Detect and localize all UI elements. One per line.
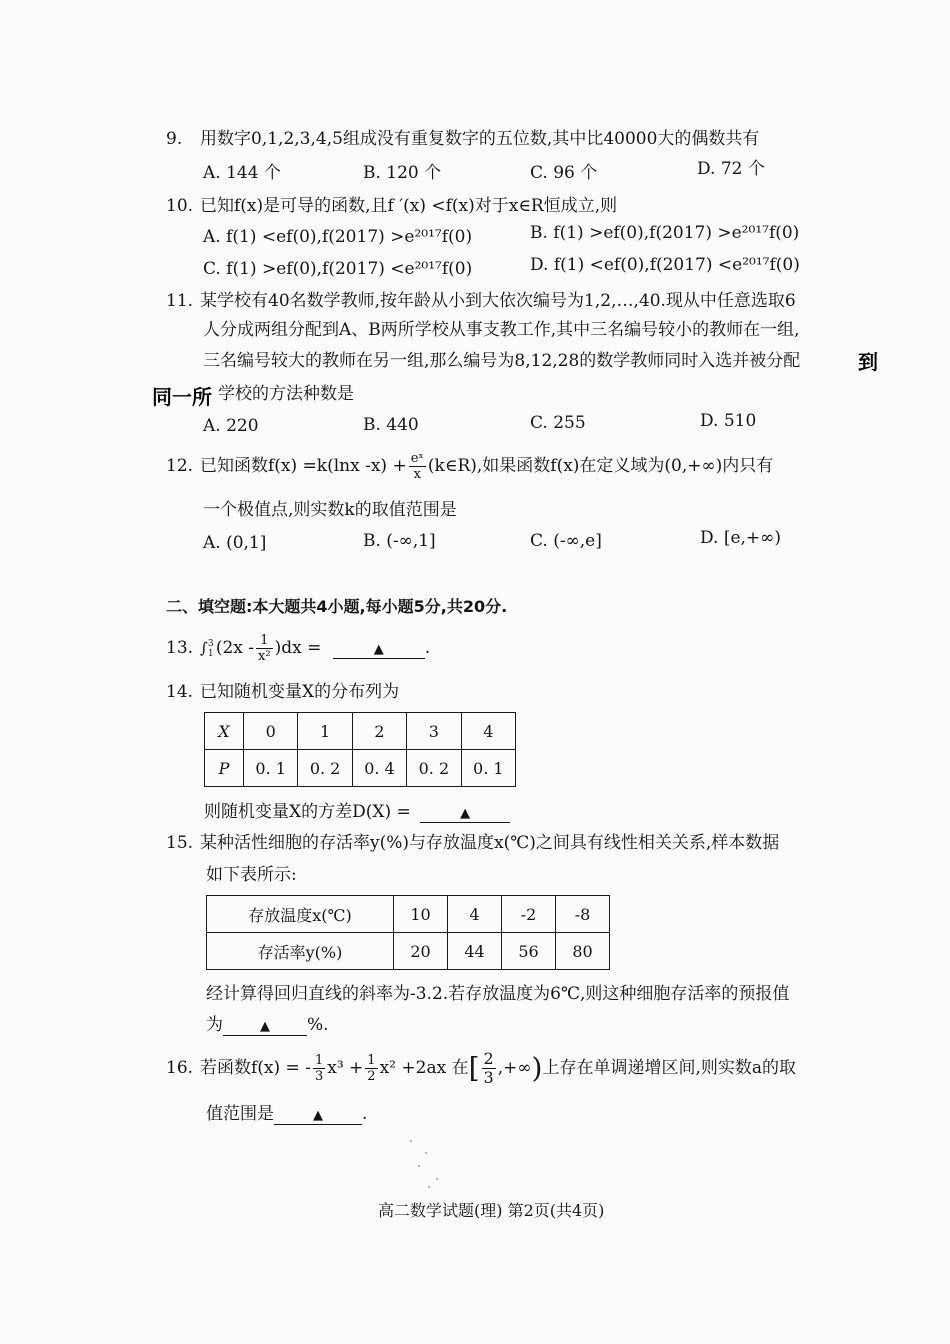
question-number: 9. (166, 129, 183, 149)
table-cell: X (205, 713, 244, 750)
fraction-numerator: 2 (483, 1049, 494, 1068)
integral-limits (208, 639, 216, 659)
question-text: x² +2ax 在 (379, 1058, 469, 1078)
option-c: C. 96 个 (530, 163, 598, 183)
option-a: A. 144 个 (203, 163, 281, 183)
question-text-line-4: 学校的方法种数是 (218, 384, 354, 404)
answer-blank[interactable]: ▲ (223, 1019, 307, 1036)
option-a: A. f(1) <ef(0),f(2017) >e²⁰¹⁷f(0) (203, 227, 473, 247)
table-cell: 0. 1 (244, 750, 298, 787)
question-text-line-2: 如下表所示: (206, 865, 297, 885)
question-text: 为 (206, 1015, 223, 1035)
fraction (313, 1053, 325, 1084)
option-c: C. f(1) >ef(0),f(2017) <e²⁰¹⁷f(0) (203, 259, 473, 279)
handwritten-annotation: 到 (858, 350, 878, 374)
question-11 (166, 290, 796, 312)
fraction-denominator: 3 (483, 1068, 494, 1087)
question-number: 14. (166, 682, 194, 702)
question-text-line-3: 经计算得回归直线的斜率为-3.2.若存放温度为6℃,则这种细胞存活率的预报值 (206, 984, 790, 1004)
fraction-denominator: x² (258, 649, 271, 664)
fraction (365, 1053, 377, 1084)
question-number: 12. (166, 456, 194, 476)
question-10 (166, 195, 617, 217)
fraction (409, 451, 426, 482)
period: . (424, 638, 431, 658)
table-cell: 3 (407, 713, 461, 750)
question-text-line-3: 三名编号较大的教师在另一组,那么编号为8,12,28的数学教师同时入选并被分配 (203, 351, 801, 371)
table-row (205, 750, 516, 787)
question-number: 13. (166, 638, 194, 658)
fraction-numerator: 1 (256, 633, 273, 649)
question-text: 已知f(x)是可导的函数,且f ′(x) <f(x)对于x∈R恒成立,则 (200, 196, 618, 216)
table-row (207, 896, 610, 933)
table-cell: 1 (298, 713, 352, 750)
fraction-numerator: eˣ (410, 451, 424, 466)
question-number: 16. (166, 1058, 194, 1078)
question-text: %. (307, 1015, 329, 1035)
option-d: D. 72 个 (697, 159, 765, 179)
table-cell: 0. 1 (461, 750, 515, 787)
table-cell: -2 (502, 896, 556, 933)
sample-data-table (206, 895, 610, 970)
upper-limit: 3 (207, 638, 214, 649)
question-text: 已知函数f(x) =k(lnx -x) + (200, 456, 407, 476)
question-text: 已知随机变量X的分布列为 (200, 682, 400, 702)
question-text: 上存在单调递增区间,则实数a的取 (542, 1058, 796, 1078)
option-b: B. 120 个 (363, 163, 442, 183)
option-d: D. [e,+∞) (700, 528, 781, 548)
fraction (482, 1050, 496, 1087)
question-text-line-2: 人分成两组分配到A、B两所学校从事支教工作,其中三名编号较小的教师在一组, (203, 320, 800, 340)
table-cell: 0 (244, 713, 298, 750)
fraction (256, 633, 273, 664)
question-text: (k∈R),如果函数f(x)在定义域为(0,+∞)内只有 (427, 456, 774, 476)
option-c: C. 255 (530, 413, 586, 433)
integral-sign: ∫ (200, 639, 208, 657)
left-bracket: [ (468, 1051, 480, 1085)
table-row (205, 713, 516, 750)
question-16 (166, 1048, 796, 1089)
table-cell: 4 (461, 713, 515, 750)
question-text: 若函数f(x) = - (200, 1058, 311, 1078)
option-b: B. (-∞,1] (363, 531, 436, 551)
question-text: x³ + (327, 1058, 364, 1078)
right-bracket: ) (531, 1051, 543, 1085)
scan-speck (410, 1140, 412, 1142)
table-row (207, 933, 610, 970)
question-13 (166, 630, 430, 666)
distribution-table (204, 712, 516, 787)
answer-blank[interactable]: ▲ (333, 642, 425, 659)
question-9 (166, 128, 759, 150)
fraction-numerator: 1 (367, 1053, 376, 1068)
question-text: 用数字0,1,2,3,4,5组成没有重复数字的五位数,其中比40000大的偶数共有 (200, 129, 760, 149)
scan-speck (418, 1165, 420, 1167)
table-cell: 44 (448, 933, 502, 970)
question-text-line-2: 一个极值点,则实数k的取值范围是 (203, 500, 457, 520)
table-cell: 20 (394, 933, 448, 970)
question-12 (166, 448, 773, 484)
question-text-line-1: 某种活性细胞的存活率y(%)与存放温度x(℃)之间具有线性相关关系,样本数据 (200, 833, 780, 853)
option-b: B. f(1) >ef(0),f(2017) >e²⁰¹⁷f(0) (530, 223, 800, 243)
table-cell: 56 (502, 933, 556, 970)
question-text: ,+∞ (497, 1058, 532, 1078)
table-cell: 存放温度x(℃) (207, 896, 394, 933)
question-text: 则随机变量X的方差D(X) = (204, 802, 411, 822)
question-14 (166, 681, 399, 703)
scan-speck (425, 1152, 427, 1154)
handwritten-annotation: 同一所 (152, 385, 212, 409)
fraction-numerator: 1 (314, 1053, 324, 1068)
table-cell: -8 (556, 896, 610, 933)
fraction-denominator: 2 (367, 1069, 376, 1084)
table-cell: 80 (556, 933, 610, 970)
question-15 (166, 832, 779, 854)
option-a: A. (0,1] (203, 533, 267, 553)
question-text: 值范围是 (206, 1104, 274, 1124)
question-text-line-4 (206, 1014, 329, 1036)
option-a: A. 220 (203, 416, 259, 436)
table-cell: 0. 4 (352, 750, 406, 787)
answer-blank[interactable]: ▲ (420, 806, 510, 823)
scan-speck (436, 1178, 438, 1180)
option-c: C. (-∞,e] (530, 531, 602, 551)
question-number: 15. (166, 833, 194, 853)
question-number: 11. (166, 291, 194, 311)
scan-speck (428, 1186, 430, 1188)
question-number: 10. (166, 196, 194, 216)
answer-blank[interactable]: ▲ (274, 1108, 362, 1125)
table-cell: 0. 2 (298, 750, 352, 787)
table-cell: P (205, 750, 244, 787)
expression: )dx = (274, 638, 322, 658)
page-footer: 高二数学试题(理) 第2页(共4页) (378, 1201, 605, 1220)
table-cell: 0. 2 (407, 750, 461, 787)
question-14-followup (204, 801, 510, 823)
table-cell: 存活率y(%) (207, 933, 394, 970)
option-d: D. 510 (700, 411, 757, 431)
table-cell: 2 (352, 713, 406, 750)
question-text-line-2 (206, 1103, 367, 1125)
section-heading: 二、填空题:本大题共4小题,每小题5分,共20分. (166, 597, 508, 616)
fraction-denominator: x (413, 467, 421, 482)
option-d: D. f(1) <ef(0),f(2017) <e²⁰¹⁷f(0) (530, 255, 800, 275)
fraction-denominator: 3 (314, 1069, 324, 1084)
table-cell: 4 (448, 896, 502, 933)
lower-limit: 1 (207, 648, 214, 659)
option-b: B. 440 (363, 415, 419, 435)
period: . (362, 1104, 368, 1124)
question-text-line-1: 某学校有40名数学教师,按年龄从小到大依次编号为1,2,…,40.现从中任意选取6 (200, 291, 796, 311)
table-cell: 10 (394, 896, 448, 933)
expression: (2x - (215, 638, 255, 658)
